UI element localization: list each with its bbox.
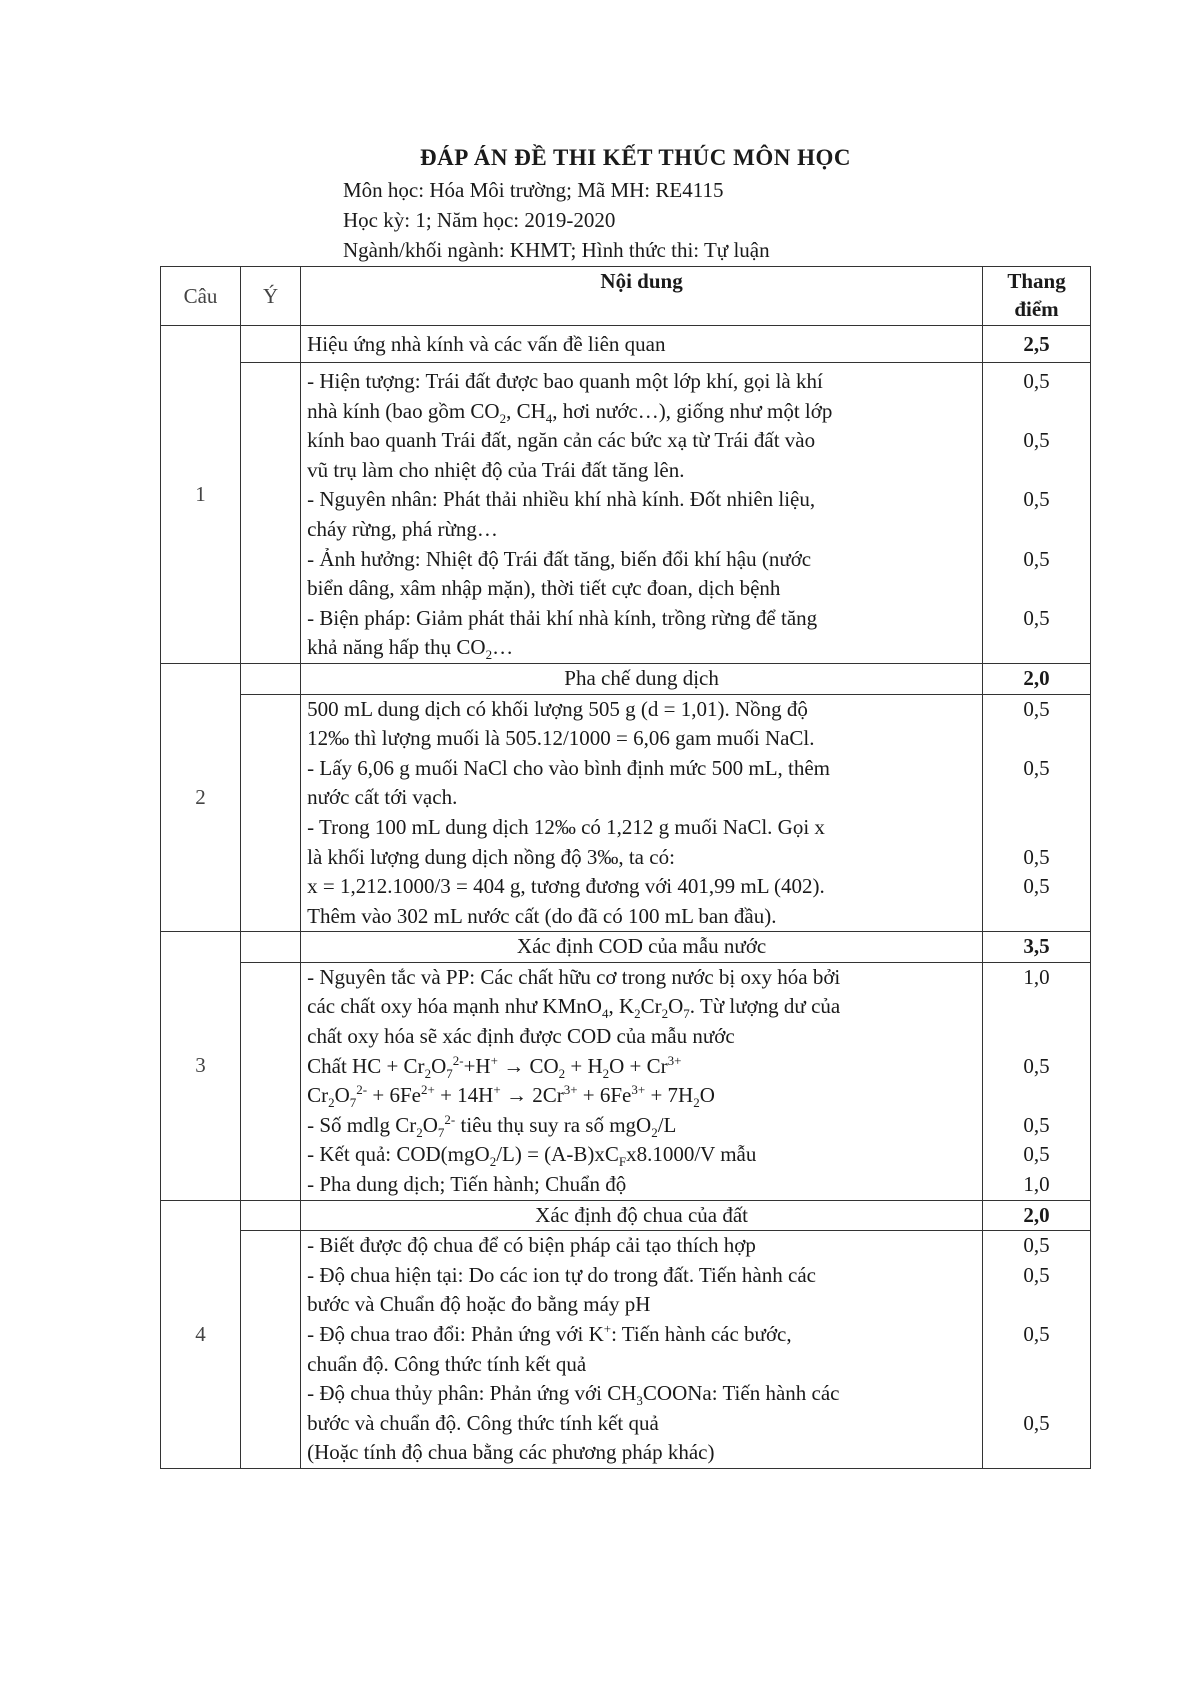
section-title: Pha chế dung dịch [301, 663, 983, 694]
semester-line: Học kỳ: 1; Năm học: 2019-2020 [343, 208, 616, 232]
section-content-row [161, 962, 1091, 1200]
section-content-row [161, 1231, 1091, 1469]
subject-line: Môn học: Hóa Môi trường; Mã MH: RE4115 [343, 178, 724, 202]
section-title-row [161, 663, 1091, 694]
section-content: - Hiện tượng: Trái đất được bao quanh một lớp khí, gọi là khí nhà kính (bao gồm $CO_2$, $CH_4$, hơi nước…), giống như một lớp kính bao quanh Trái đất, ngăn cản các bức xạ từ Trái đất vào vũ trụ làm cho nhiệt độ của Trái đất tăng lên. - Nguyên nhân: Phát thải nhiều khí nhà kính. Đốt nhiên liệu, cháy rừng, phá rừng… - Ảnh hưởng: Nhiệt độ Trái đất tăng, biến đổi khí hậu (nước biển dâng, xâm nhập mặn), thời tiết cực đoan, dịch bệnh - Biện pháp: Giảm phát thải khí nhà kính, trồng rừng để tăng khả năng hấp thụ $CO_2\dots$ [301, 363, 983, 664]
table-header-row [161, 267, 1091, 326]
section-total: 3,5 [983, 932, 1091, 963]
question-number: 3 [161, 932, 241, 1200]
section-scores: 0,5 0,5 0,5 0,5 0,5 [983, 363, 1091, 664]
section-title-row [161, 932, 1091, 963]
col-header-y: Ý [241, 267, 301, 326]
section-content-row [161, 694, 1091, 932]
section-total: 2,0 [983, 1200, 1091, 1231]
question-number: 4 [161, 1200, 241, 1468]
section-title: Xác định COD của mẫu nước [301, 932, 983, 963]
major-line: Ngành/khối ngành: KHMT; Hình thức thi: Tự luận [343, 238, 770, 262]
section-scores: 1,0 0,5 0,5 0,5 1,0 [983, 962, 1091, 1200]
section-scores: 0,5 0,5 0,5 0,5 [983, 694, 1091, 932]
answer-table [160, 266, 1091, 1469]
document-title: ĐÁP ÁN ĐỀ THI KẾT THÚC MÔN HỌC [420, 145, 851, 170]
section-title: Hiệu ứng nhà kính và các vấn đề liên quan [301, 326, 983, 363]
col-header-cau: Câu [161, 267, 241, 326]
question-number: 1 [161, 326, 241, 664]
section-content: - Biết được độ chua để có biện pháp cải tạo thích hợp - Độ chua hiện tại: Do các ion tự do trong đất. Tiến hành các bước và Chuẩn độ hoặc đo bằng máy pH - Độ chua trao đổi: Phản ứng với K+: Tiến hành các bước, chuẩn độ. Công thức tính kết quả - Độ chua thủy phân: Phản ứng với $CH_3COONa$: Tiến hành các bước và chuẩn độ. Công thức tính kết quả (Hoặc tính độ chua bằng các phương pháp khác) [301, 1231, 983, 1469]
section-title-row [161, 1200, 1091, 1231]
section-total: 2,0 [983, 663, 1091, 694]
exam-header [0, 145, 1191, 265]
section-title-row [161, 326, 1091, 363]
question-number: 2 [161, 663, 241, 931]
section-content-row [161, 363, 1091, 664]
section-title: Xác định độ chua của đất [301, 1200, 983, 1231]
col-header-content: Nội dung [301, 267, 983, 326]
col-header-score: Thang điểm [983, 267, 1091, 326]
section-total: 2,5 [983, 326, 1091, 363]
section-content: 500 mL dung dịch có khối lượng 505 g (d = 1,01). Nồng độ 12‰ thì lượng muối là 505.12/1000 = 6,06 gam muối NaCl. - Lấy 6,06 g muối NaCl cho vào bình định mức 500 mL, thêm nước cất tới vạch. - Trong 100 mL dung dịch 12‰ có 1,212 g muối NaCl. Gọi x là khối lượng dung dịch nồng độ 3‰, ta có: x = 1,212.1000/3 = 404 g, tương đương với 401,99 mL (402). Thêm vào 302 mL nước cất (do đã có 100 mL ban đầu). [301, 694, 983, 932]
section-content: - Nguyên tắc và PP: Các chất hữu cơ trong nước bị oxy hóa bởi các chất oxy hóa mạnh như KMnO$_4$, $K_2Cr_2O_7$. Từ lượng dư của chất oxy hóa sẽ xác định được COD của mẫu nước Chất HC + $Cr_2O_7^{2-}+H^+ \to CO_2 + H_2O + Cr^{3+}$ $Cr_2O_7^{2-} + 6Fe^{2+} + 14H^+ \to 2Cr^{3+} + 6Fe^{3+} + 7H_2O$ - Số mdlg $Cr_2O_7^{2-}$ tiêu thụ suy ra số mgO$_2$/L - Kết quả: $COD(mgO_2/L) = (A-B)xC_Fx8.1000/V$ mẫu - Pha dung dịch; Tiến hành; Chuẩn độ [301, 962, 983, 1200]
section-scores: 0,5 0,5 0,5 0,5 [983, 1231, 1091, 1469]
